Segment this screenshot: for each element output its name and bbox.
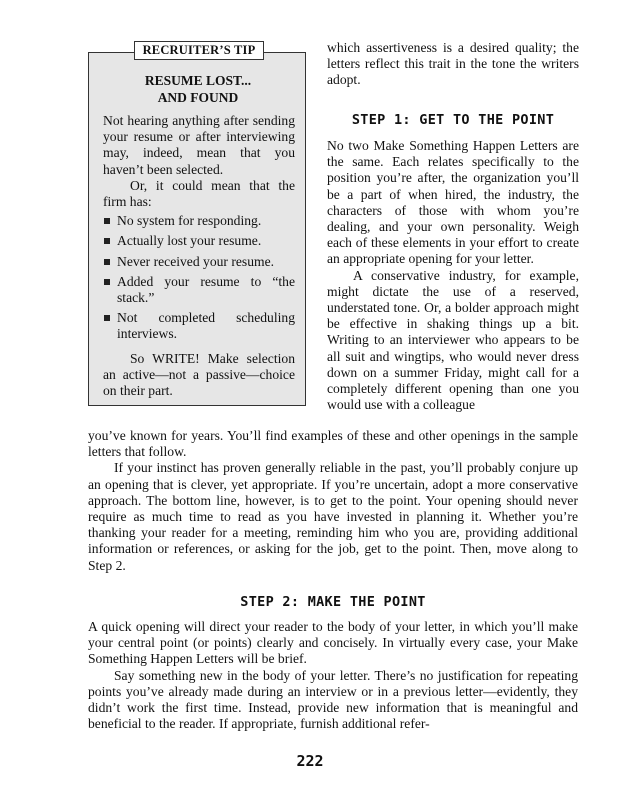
tip-closing: So WRITE! Make selection an active—not a passive—choice on their part. [103,350,295,399]
tip-title [100,72,296,106]
full-width-step1 [88,428,578,574]
tip-body [103,113,295,399]
tip-bullet-item: Added your resume to “the stack.” [103,274,295,306]
step2-paragraph-1: A quick opening will direct your reader to the body of your letter, in which you’ll make your central point (or points) clearly and concisely. In virtually every case, your Make Something Happen Letters will be brief. [88,619,578,667]
square-bullet-icon [104,315,110,321]
step-1-heading: STEP 1: GET TO THE POINT [351,112,555,128]
step1-paragraph-3: If your instinct has proven generally reliable in the past, you’ll probably conjure up an opening that is clever, yet appropriate. If you’re uncertain, adopt a more conservative approach. The bottom line, however, is to get to the point. Your opening should never require as much time to read as you have invested in planning it. Whether you’re thanking your reader for a meeting, reminding him who you are, providing additional information or references, or asking for the job, get to the point. Then, move along to Step 2. [88,460,578,573]
step1-paragraph-2-start: A conservative industry, for example, might dictate the use of a reserved, understated tone. Or, a bolder approach might be effective in shaking things up a bit. Writing to an interviewer who appears to be all suit and wingtips, who would never dress down on a summer Friday, might call for a completely different opening than one you would use with a colleague [327,267,579,413]
step1-paragraph-2-end: you’ve known for years. You’ll find examples of these and other openings in the sample letters that follow. [88,428,578,460]
step1-paragraph-1: No two Make Something Happen Letters are the same. Each relates specifically to the position you’re after, the organization you’ll be a part of when hired, the industry, the characters of those with whom you’re dealing, and your own personality. Weigh each of these elements in your effort to create an appropriate opening for your letter. [327,138,579,267]
tip-bullet-item: Actually lost your resume. [103,233,295,249]
tip-title-line-2: AND FOUND [157,90,239,105]
right-column-step1 [327,138,579,413]
recruiters-tip-label: RECRUITER’S TIP [134,41,264,60]
step-2-heading: STEP 2: MAKE THE POINT [240,594,426,610]
tip-intro-2: Or, it could mean that the firm has: [103,177,295,210]
tip-bullet-item: No system for responding. [103,213,295,229]
square-bullet-icon [104,259,110,265]
tip-bullet-item: Never received your resume. [103,254,295,270]
tip-bullet-item: Not completed scheduling interviews. [103,310,295,342]
step2-paragraph-2: Say something new in the body of your letter. There’s no justification for repeating points you’ve already made during an interview or in a previous letter—evidently, they didn’t work the first time. Instead, provide new information that is meaningful and beneficial to the reader. If appropriate, furnish additional refer- [88,667,578,732]
square-bullet-icon [104,279,110,285]
continuation-paragraph: which assertiveness is a desired quality; the letters reflect this trait in the tone the writers adopt. [327,40,579,88]
tip-intro: Not hearing anything after sending your resume or after interviewing may, indeed, mean that you haven’t been selected. [103,113,295,177]
right-column-continuation [327,40,579,89]
full-width-step2 [88,619,578,732]
square-bullet-icon [104,238,110,244]
square-bullet-icon [104,218,110,224]
tip-bullet-list [103,213,295,342]
tip-title-line-1: RESUME LOST... [144,73,252,88]
page-number: 222 [296,752,324,770]
